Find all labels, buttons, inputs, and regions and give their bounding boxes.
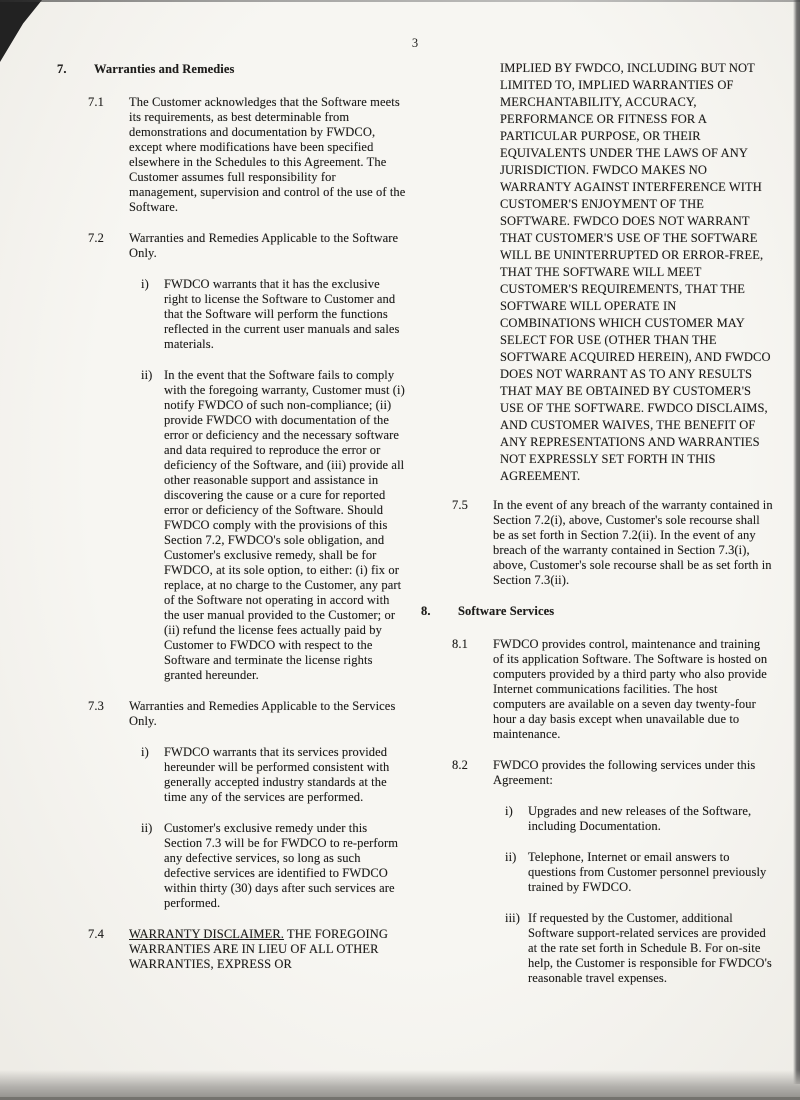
section-7-heading [57, 62, 407, 77]
clause-7-3-item-ii [57, 821, 407, 911]
clause-7-2-item-i [57, 277, 407, 352]
clause-text: In the event of any breach of the warranty contained in Section 7.2(i), above, Customer's sole recourse shall be as set forth in Section 7.2(ii). In the event of any breach of the warranty contained in Section 7.3(i), above, Customer's sole recourse shall be as set forth in Section 7.3(ii). [493, 498, 773, 587]
right-column [421, 60, 773, 1002]
section-title: Warranties and Remedies [94, 62, 235, 76]
clause-8-2 [421, 758, 773, 788]
item-marker: i) [141, 745, 149, 759]
clause-lead-underlined: WARRANTY DISCLAIMER. [129, 927, 285, 941]
clause-7-5 [421, 498, 773, 588]
clause-number: 7.2 [88, 231, 104, 245]
item-text: If requested by the Customer, additional Software support-related services are provided at the rate set forth in Schedule B. For on-site help, the Customer is responsible for FWDCO's reasonable travel expenses. [528, 911, 772, 985]
clause-7-2 [57, 231, 407, 261]
clause-text: FWDCO provides the following services under this Agreement: [493, 758, 756, 787]
clause-number: 8.2 [452, 758, 468, 772]
scan-artifact-top-left-corner [0, 0, 42, 62]
section-number: 7. [57, 62, 67, 76]
scan-artifact-bottom-band [0, 1070, 800, 1100]
clause-text-rest: THE FOREGOING WARRANTIES ARE IN LIEU OF ALL OTHER WARRANTIES, EXPRESS OR [129, 927, 388, 971]
clause-text: Warranties and Remedies Applicable to the Services Only. [129, 699, 396, 728]
clause-number: 7.3 [88, 699, 104, 713]
clause-7-4-continuation [421, 60, 773, 485]
clause-7-2-item-ii [57, 368, 407, 683]
section-title: Software Services [458, 604, 555, 618]
clause-8-2-item-ii [421, 850, 773, 895]
section-number: 8. [421, 604, 431, 618]
page-number: 3 [411, 36, 419, 50]
clause-number: 7.4 [88, 927, 104, 941]
scan-artifact-top-edge [0, 0, 800, 2]
item-marker: i) [141, 277, 149, 291]
item-text: Upgrades and new releases of the Software, including Documentation. [528, 804, 752, 833]
item-marker: ii) [505, 850, 517, 864]
clause-text: Warranties and Remedies Applicable to the Software Only. [129, 231, 399, 260]
section-8-heading [421, 604, 773, 619]
clause-number: 7.5 [452, 498, 468, 512]
item-text: FWDCO warrants that its services provided hereunder will be performed consistent with generally accepted industry standards at the time any of the services are performed. [164, 745, 390, 804]
item-text: FWDCO warrants that it has the exclusive right to license the Software to Customer and that the Software will perform the functions reflected in the current user manuals and sales materials. [164, 277, 400, 351]
clause-7-1 [57, 95, 407, 215]
item-marker: iii) [505, 911, 520, 925]
scan-artifact-right-edge [793, 0, 800, 1084]
clause-text: The Customer acknowledges that the Software meets its requirements, as best determinable from demonstrations and documentation by FWDCO, except where modifications have been specified elsewhere in the Schedules to this Agreement. The Customer assumes full responsibility for management, supervision and control of the use of the Software. [129, 95, 406, 214]
clause-7-3 [57, 699, 407, 729]
item-text: Customer's exclusive remedy under this Section 7.3 will be for FWDCO to re-perform any defective services, so long as such defective services are identified to FWDCO within thirty (30) days after such services are performed. [164, 821, 399, 910]
clause-number: 8.1 [452, 637, 468, 651]
item-marker: ii) [141, 368, 153, 382]
item-text: Telephone, Internet or email answers to questions from Customer personnel previously trained by FWDCO. [528, 850, 767, 894]
clause-8-2-item-iii [421, 911, 773, 986]
continuation-text: IMPLIED BY FWDCO, INCLUDING BUT NOT LIMITED TO, IMPLIED WARRANTIES OF MERCHANTABILITY, ACCURACY, PERFORMANCE OR FITNESS FOR A PARTICULAR PURPOSE, OR THEIR EQUIVALENTS UNDER THE LAWS OF ANY JURISDICTION. FWDCO MAKES NO WARRANTY AGAINST INTERFERENCE WITH CUSTOMER'S ENJOYMENT OF THE SOFTWARE. FWDCO DOES NOT WARRANT THAT CUSTOMER'S USE OF THE SOFTWARE WILL BE UNINTERRUPTED OR ERROR-FREE, THAT THE SOFTWARE WILL MEET CUSTOMER'S REQUIREMENTS, THAT THE SOFTWARE WILL OPERATE IN COMBINATIONS WHICH CUSTOMER MAY SELECT FOR USE (OTHER THAN THE SOFTWARE ACQUIRED HEREIN), AND FWDCO DOES NOT WARRANT AS TO ANY RESULTS THAT MAY BE OBTAINED BY CUSTOMER'S USE OF THE SOFTWARE. FWDCO DISCLAIMS, AND CUSTOMER WAIVES, THE BENEFIT OF ANY REPRESENTATIONS AND WARRANTIES NOT EXPRESSLY SET FORTH IN THIS AGREEMENT. [500, 61, 771, 483]
item-marker: i) [505, 804, 513, 818]
clause-8-2-item-i [421, 804, 773, 834]
clause-text [129, 927, 388, 971]
item-marker: ii) [141, 821, 153, 835]
clause-8-1 [421, 637, 773, 742]
item-text: In the event that the Software fails to comply with the foregoing warranty, Customer must (i) notify FWDCO of such non-compliance; (ii) provide FWDCO with documentation of the error or deficiency and the necessary software and data required to reproduce the error or deficiency of the Software, and (iii) provide all other reasonable support and assistance in discovering the cause or a cure for reported error or deficiency of the Software. Should FWDCO comply with the provisions of this Section 7.2, FWDCO's sole obligation, and Customer's exclusive remedy, shall be for FWDCO, at its sole option, to either: (i) fix or replace, at no charge to the Customer, any part of the Software not operating in accord with the user manual provided to the Customer; or (ii) refund the license fees actually paid by Customer to FWDCO with respect to the Software and terminate the license rights granted hereunder. [164, 368, 405, 682]
clause-7-3-item-i [57, 745, 407, 805]
clause-number: 7.1 [88, 95, 104, 109]
clause-text: FWDCO provides control, maintenance and training of its application Software. The Software is hosted on computers provided by a third party who also provide Internet communications facilities. The host computers are available on a seven day twenty-four hour a day basis except when unavailable due to maintenance. [493, 637, 768, 741]
left-column [57, 62, 407, 988]
clause-7-4 [57, 927, 407, 972]
